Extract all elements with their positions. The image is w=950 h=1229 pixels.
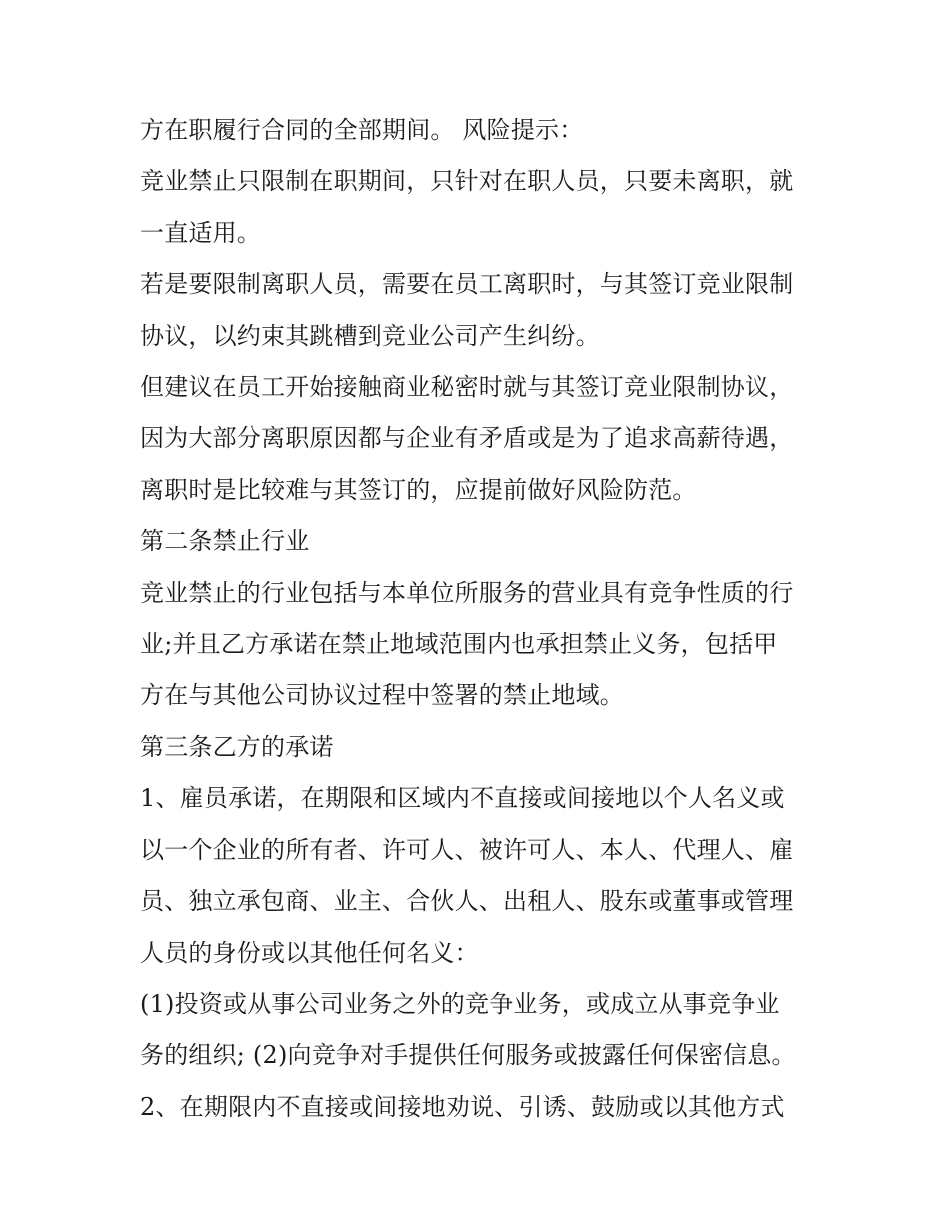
text-line: 务的组织; (2)向竞争对手提供任何服务或披露任何保密信息。	[140, 1041, 796, 1070]
text-line: 因为大部分离职原因都与企业有矛盾或是为了追求高薪待遇，	[140, 424, 794, 453]
text-line: 但建议在员工开始接触商业秘密时就与其签订竞业限制协议，	[140, 373, 794, 402]
text-line: 一直适用。	[140, 218, 261, 247]
section-heading: 第二条禁止行业	[140, 527, 310, 556]
text-line: 竞业禁止只限制在职期间，只针对在职人员，只要未离职，就	[140, 167, 794, 196]
text-line: 1、雇员承诺，在期限和区域内不直接或间接地以个人名义或	[140, 784, 785, 813]
text-line: 离职时是比较难与其签订的，应提前做好风险防范。	[140, 475, 697, 504]
text-line: 业;并且乙方承诺在禁止地域范围内也承担禁止义务，包括甲	[140, 630, 778, 659]
section-heading: 第三条乙方的承诺	[140, 732, 334, 761]
text-line: 方在与其他公司协议过程中签署的禁止地域。	[140, 681, 624, 710]
text-line: 以一个企业的所有者、许可人、被许可人、本人、代理人、雇	[140, 835, 794, 864]
text-line: 人员的身份或以其他任何名义：	[140, 938, 479, 967]
text-line: 协议，以约束其跳槽到竞业公司产生纠纷。	[140, 321, 600, 350]
text-line: 方在职履行合同的全部期间。 风险提示：	[140, 116, 584, 144]
text-line: 2、在期限内不直接或间接地劝说、引诱、鼓励或以其他方式	[140, 1092, 785, 1121]
text-line: (1)投资或从事公司业务之外的竞争业务，或成立从事竞争业	[140, 989, 780, 1018]
text-line: 员、独立承包商、业主、合伙人、出租人、股东或董事或管理	[140, 887, 794, 916]
document-body	[140, 105, 820, 1133]
text-line: 若是要限制离职人员，需要在员工离职时，与其签订竞业限制	[140, 270, 794, 299]
text-line: 竞业禁止的行业包括与本单位所服务的营业具有竞争性质的行	[140, 578, 794, 607]
